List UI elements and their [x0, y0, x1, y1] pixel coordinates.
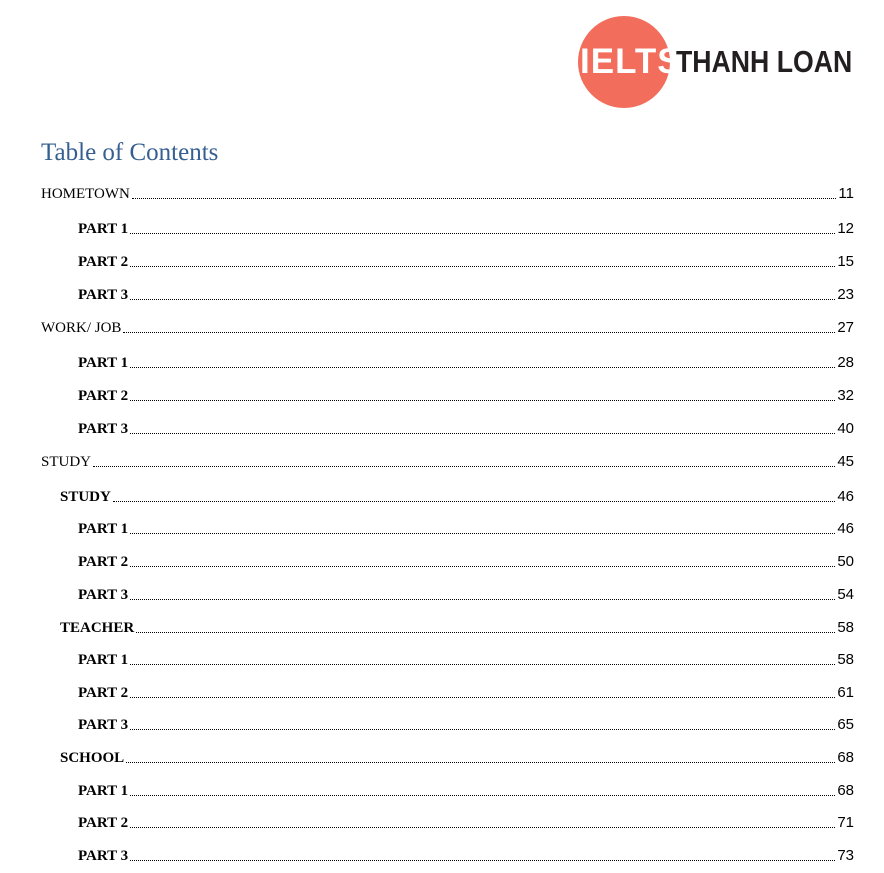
toc-dot-leader	[130, 366, 835, 368]
toc-entry-page: 32	[837, 387, 854, 404]
brand-logo	[578, 16, 858, 112]
logo-brand-name: THANH LOAN	[676, 44, 853, 79]
toc-entry-label: PART 3	[78, 287, 129, 303]
toc-dot-leader	[130, 728, 835, 730]
toc-entry[interactable]	[78, 552, 854, 572]
toc-entry[interactable]	[78, 386, 854, 406]
toc-entry-label: PART 2	[78, 815, 129, 831]
toc-title: Table of Contents	[41, 139, 219, 166]
toc-entry-page: 68	[837, 782, 854, 799]
toc-entry-page: 65	[837, 716, 854, 733]
toc-entry-page: 12	[837, 220, 854, 237]
toc-entry-label: PART 1	[78, 355, 129, 371]
toc-entry[interactable]	[78, 585, 854, 605]
toc-entry[interactable]	[78, 353, 854, 373]
toc-entry[interactable]	[78, 781, 854, 801]
toc-entry-label: PART 3	[78, 717, 129, 733]
toc-dot-leader	[130, 859, 835, 861]
toc-entry-label: PART 1	[78, 221, 129, 237]
toc-entry[interactable]	[78, 285, 854, 305]
toc-entry-label: PART 2	[78, 254, 129, 270]
toc-dot-leader	[126, 761, 835, 763]
toc-entry-label: WORK/ JOB	[41, 320, 122, 336]
toc-dot-leader	[130, 532, 835, 534]
toc-dot-leader	[113, 500, 835, 502]
toc-entry-page: 46	[837, 520, 854, 537]
toc-entry[interactable]	[78, 252, 854, 272]
toc-entry[interactable]	[78, 846, 854, 866]
toc-entry-label: HOMETOWN	[41, 186, 130, 202]
toc-entry-page: 11	[838, 185, 854, 202]
toc-entry[interactable]	[78, 519, 854, 539]
toc-dot-leader	[93, 465, 835, 467]
toc-entry-page: 23	[837, 286, 854, 303]
toc-entry-label: PART 3	[78, 848, 129, 864]
toc-entry-label: STUDY	[60, 489, 111, 505]
toc-entry-label: STUDY	[41, 454, 92, 470]
toc-dot-leader	[130, 399, 835, 401]
toc-entry-page: 46	[837, 488, 854, 505]
toc-entry-label: PART 3	[78, 421, 129, 437]
logo-ielts-text: IELTS	[580, 42, 682, 81]
toc-entry[interactable]	[78, 813, 854, 833]
toc-entry[interactable]	[78, 219, 854, 239]
toc-dot-leader	[123, 331, 835, 333]
toc-entry-page: 71	[837, 814, 854, 831]
toc-entry-label: SCHOOL	[60, 750, 125, 766]
toc-dot-leader	[130, 794, 835, 796]
toc-entry-page: 45	[837, 453, 854, 470]
toc-entry[interactable]	[41, 318, 854, 338]
toc-dot-leader	[130, 265, 835, 267]
toc-dot-leader	[130, 598, 835, 600]
toc-entry-page: 73	[837, 847, 854, 864]
toc-entry[interactable]	[60, 618, 854, 638]
toc-entry-page: 28	[837, 354, 854, 371]
toc-entry[interactable]	[60, 748, 854, 768]
toc-entry-page: 54	[837, 586, 854, 603]
toc-entry[interactable]	[78, 419, 854, 439]
toc-dot-leader	[130, 565, 835, 567]
toc-entry-page: 40	[837, 420, 854, 437]
toc-entry-label: PART 2	[78, 388, 129, 404]
toc-dot-leader	[130, 298, 835, 300]
toc-entry-page: 15	[837, 253, 854, 270]
toc-entry-page: 58	[837, 651, 854, 668]
toc-entry[interactable]	[78, 683, 854, 703]
toc-entry-label: TEACHER	[60, 620, 135, 636]
toc-entry-label: PART 2	[78, 685, 129, 701]
toc-dot-leader	[130, 663, 835, 665]
toc-entry-label: PART 1	[78, 521, 129, 537]
toc-entry[interactable]	[41, 452, 854, 472]
toc-entry-page: 58	[837, 619, 854, 636]
toc-dot-leader	[130, 826, 835, 828]
toc-dot-leader	[136, 631, 835, 633]
toc-entry[interactable]	[78, 715, 854, 735]
toc-entry-label: PART 2	[78, 554, 129, 570]
toc-dot-leader	[130, 432, 835, 434]
toc-entry-label: PART 3	[78, 587, 129, 603]
toc-entry-page: 68	[837, 749, 854, 766]
toc-entry[interactable]	[41, 184, 854, 204]
toc-entry[interactable]	[60, 487, 854, 507]
toc-entry-label: PART 1	[78, 783, 129, 799]
toc-dot-leader	[130, 232, 835, 234]
toc-entry-page: 61	[837, 684, 854, 701]
toc-dot-leader	[130, 696, 835, 698]
toc-entry[interactable]	[78, 650, 854, 670]
toc-dot-leader	[132, 197, 837, 199]
toc-entry-page: 50	[837, 553, 854, 570]
toc-entry-page: 27	[837, 319, 854, 336]
toc-entry-label: PART 1	[78, 652, 129, 668]
